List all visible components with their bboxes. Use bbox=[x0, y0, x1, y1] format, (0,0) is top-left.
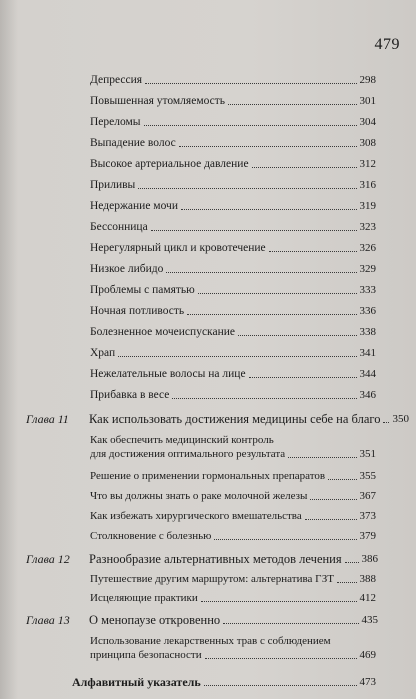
chapter-page: 435 bbox=[361, 614, 378, 626]
index-entry bbox=[72, 676, 376, 689]
dot-leader bbox=[238, 334, 357, 336]
toc-entry-label: Высокое артериальное давление bbox=[90, 158, 249, 170]
toc-entry bbox=[90, 158, 376, 171]
dot-leader bbox=[166, 271, 356, 273]
toc-entry-page: 329 bbox=[359, 263, 376, 275]
toc-entry-label: Храп bbox=[90, 347, 116, 359]
toc-entry-page: 312 bbox=[359, 158, 376, 170]
toc-subentry-page: 388 bbox=[359, 573, 376, 585]
toc-subentry bbox=[90, 649, 376, 662]
toc-entry bbox=[90, 347, 376, 360]
chapter-heading bbox=[26, 614, 378, 627]
toc-entry bbox=[90, 95, 376, 108]
toc-entry-label: Бессонница bbox=[90, 221, 148, 233]
toc-entry bbox=[90, 326, 376, 339]
toc-entry-label: Недержание мочи bbox=[90, 200, 178, 212]
dot-leader bbox=[345, 561, 359, 563]
toc-entry-page: 316 bbox=[359, 179, 376, 191]
dot-leader bbox=[172, 397, 356, 399]
dot-leader bbox=[205, 657, 357, 659]
toc-subentry bbox=[90, 573, 376, 586]
toc-subentry bbox=[90, 510, 376, 523]
toc-entry-page: 308 bbox=[359, 137, 376, 149]
toc-subentry-page: 351 bbox=[359, 448, 376, 460]
chapter-page: 350 bbox=[392, 413, 409, 425]
toc-entry-page: 301 bbox=[359, 95, 376, 107]
dot-leader bbox=[328, 478, 356, 480]
dot-leader bbox=[310, 498, 356, 500]
toc-subentry-label: Столкновение с болезнью bbox=[90, 530, 212, 542]
toc-entry-label: Депрессия bbox=[90, 74, 143, 86]
chapter-page: 386 bbox=[361, 553, 378, 565]
dot-leader bbox=[138, 187, 356, 189]
toc-subentry-page: 379 bbox=[359, 530, 376, 542]
dot-leader bbox=[145, 82, 356, 84]
toc-subentry-label: Путешествие другим маршрутом: альтернатива ГЗТ bbox=[90, 573, 335, 585]
toc-subentry-line1: Использование лекарственных трав с соблюдением bbox=[90, 635, 331, 647]
dot-leader bbox=[179, 145, 357, 147]
page-number: 479 bbox=[374, 36, 400, 53]
toc-subentry-page: 355 bbox=[359, 470, 376, 482]
dot-leader bbox=[252, 166, 357, 168]
chapter-title: Разнообразие альтернативных методов лечения bbox=[89, 552, 342, 566]
toc-entry-label: Выпадение волос bbox=[90, 137, 176, 149]
chapter-number: Глава 11 bbox=[26, 412, 69, 426]
toc-entry-label: Проблемы с памятью bbox=[90, 284, 195, 296]
toc-entry-page: 338 bbox=[359, 326, 376, 338]
toc-subentry-page: 469 bbox=[359, 649, 376, 661]
toc-entry bbox=[90, 74, 376, 87]
toc-entry-page: 319 bbox=[359, 200, 376, 212]
toc-entry-page: 304 bbox=[359, 116, 376, 128]
dot-leader bbox=[187, 313, 356, 315]
toc-entry-label: Болезненное мочеиспускание bbox=[90, 326, 235, 338]
toc-entry bbox=[90, 284, 376, 297]
toc-entry-page: 341 bbox=[359, 347, 376, 359]
dot-leader bbox=[181, 208, 357, 210]
dot-leader bbox=[118, 355, 356, 357]
dot-leader bbox=[337, 581, 356, 583]
chapter-title: Как использовать достижения медицины себе на благо bbox=[89, 412, 381, 426]
toc-entry bbox=[90, 389, 376, 402]
dot-leader bbox=[305, 518, 357, 520]
dot-leader bbox=[269, 250, 357, 252]
toc-entry-page: 346 bbox=[359, 389, 376, 401]
toc-entry-page: 326 bbox=[359, 242, 376, 254]
dot-leader bbox=[204, 684, 357, 686]
toc-entry bbox=[90, 116, 376, 129]
index-page: 473 bbox=[359, 676, 376, 688]
dot-leader bbox=[223, 622, 358, 624]
toc-entry-label: Нерегулярный цикл и кровотечение bbox=[90, 242, 266, 254]
toc-entry-page: 323 bbox=[359, 221, 376, 233]
toc-entry-label: Прибавка в весе bbox=[90, 389, 170, 401]
dot-leader bbox=[151, 229, 357, 231]
toc-entry bbox=[90, 200, 376, 213]
toc-subentry-label: Что вы должны знать о раке молочной железы bbox=[90, 490, 308, 502]
chapter-number: Глава 13 bbox=[26, 613, 70, 627]
toc-subentry bbox=[90, 448, 376, 461]
dot-leader bbox=[383, 421, 389, 423]
toc-subentry bbox=[90, 470, 376, 483]
toc-subentry-label: Исцеляющие практики bbox=[90, 592, 198, 604]
toc-entry bbox=[90, 137, 376, 150]
toc-subentry-line2: принципа безопасности bbox=[90, 649, 202, 661]
dot-leader bbox=[228, 103, 356, 105]
toc-entry-page: 344 bbox=[359, 368, 376, 380]
toc-entry-label: Ночная потливость bbox=[90, 305, 185, 317]
toc-entry-label: Низкое либидо bbox=[90, 263, 164, 275]
chapter-heading bbox=[26, 553, 378, 566]
chapter-heading bbox=[26, 412, 409, 426]
dot-leader bbox=[288, 456, 356, 458]
toc-entry bbox=[90, 179, 376, 192]
toc-subentry bbox=[90, 530, 376, 543]
toc-entry bbox=[90, 368, 376, 381]
toc-subentry-label: Решение о применении гормональных препаратов bbox=[90, 470, 326, 482]
toc-subentry-page: 412 bbox=[359, 592, 376, 604]
toc-entry-label: Нежелательные волосы на лице bbox=[90, 368, 246, 380]
toc-entry bbox=[90, 305, 376, 318]
toc-entry-label: Повышенная утомляемость bbox=[90, 95, 226, 107]
toc-entry bbox=[90, 221, 376, 234]
chapter-title: О менопаузе откровенно bbox=[89, 613, 221, 627]
toc-entry-label: Переломы bbox=[90, 116, 141, 128]
toc-subentry-line1: Как обеспечить медицинский контроль bbox=[90, 434, 274, 446]
index-label: Алфавитный указатель bbox=[72, 675, 201, 689]
dot-leader bbox=[249, 376, 357, 378]
dot-leader bbox=[198, 292, 357, 294]
toc-subentry-page: 373 bbox=[359, 510, 376, 522]
toc-entry-page: 336 bbox=[359, 305, 376, 317]
toc-subentry-page: 367 bbox=[359, 490, 376, 502]
toc-subentry-line2: для достижения оптимального результата bbox=[90, 448, 286, 460]
dot-leader bbox=[201, 600, 357, 602]
toc-entry bbox=[90, 263, 376, 276]
toc-entry-page: 298 bbox=[359, 74, 376, 86]
dot-leader bbox=[214, 538, 356, 540]
toc-entry bbox=[90, 242, 376, 255]
toc-entry-label: Приливы bbox=[90, 179, 136, 191]
dot-leader bbox=[144, 124, 357, 126]
toc-subentry-label: Как избежать хирургического вмешательства bbox=[90, 510, 302, 522]
toc-subentry bbox=[90, 490, 376, 503]
chapter-number: Глава 12 bbox=[26, 552, 70, 566]
toc-subentry bbox=[90, 592, 376, 605]
toc-entry-page: 333 bbox=[359, 284, 376, 296]
